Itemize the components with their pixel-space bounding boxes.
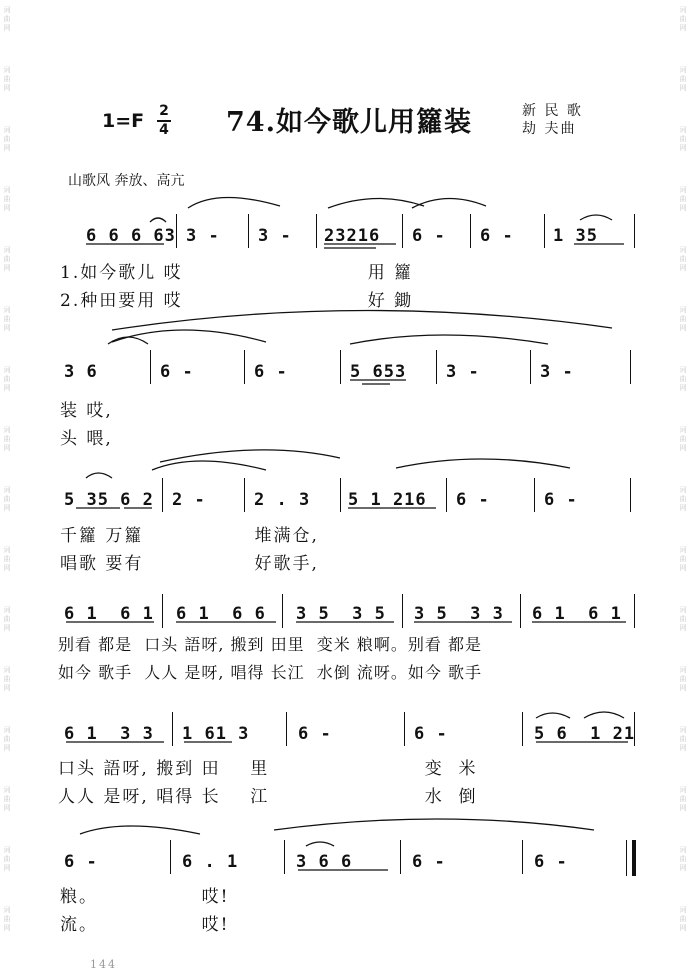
measure-notes: 23216	[324, 226, 381, 246]
watermark-glyph: 网	[679, 24, 687, 32]
tempo-marking: 山歌风 奔放、高亢	[68, 173, 185, 189]
watermark-glyph: 网	[679, 204, 687, 212]
measure-notes: 6 -	[544, 490, 578, 510]
watermark-glyph: 词	[679, 66, 687, 74]
watermark-glyph: 网	[679, 264, 687, 272]
measure-notes: 6 -	[254, 362, 288, 382]
watermark-glyph: 词	[679, 246, 687, 254]
watermark-glyph: 曲	[679, 135, 687, 143]
key-signature: 1=F	[102, 110, 145, 132]
watermark-glyph: 词	[679, 366, 687, 374]
watermark-glyph: 网	[679, 564, 687, 572]
slur-arc	[108, 337, 148, 344]
watermark-glyph: 网	[3, 684, 11, 692]
watermark-glyph: 曲	[3, 315, 11, 323]
lyrics-verse-1: 千籮 万籮 堆满仓,	[60, 526, 319, 546]
watermark-glyph: 网	[3, 804, 11, 812]
watermark-glyph: 曲	[3, 675, 11, 683]
watermark-glyph: 曲	[3, 495, 11, 503]
watermark-glyph: 网	[3, 444, 11, 452]
watermark-glyph: 网	[3, 924, 11, 932]
long-slur-arc	[112, 310, 612, 330]
measure-notes: 2 . 3	[254, 490, 311, 510]
tie-arc	[274, 819, 594, 830]
watermark-glyph: 曲	[679, 435, 687, 443]
watermark-glyph: 词	[3, 846, 11, 854]
watermark-glyph: 网	[3, 144, 11, 152]
tie-arc	[112, 330, 266, 342]
measure-notes: 6 -	[64, 852, 98, 872]
watermark-glyph: 网	[3, 864, 11, 872]
watermark-glyph: 曲	[679, 735, 687, 743]
watermark-glyph: 词	[3, 906, 11, 914]
measure-notes: 1 35	[553, 226, 598, 246]
slur-arc	[580, 215, 612, 220]
watermark-glyph: 词	[679, 306, 687, 314]
watermark-glyph: 词	[679, 906, 687, 914]
measure-notes: 6 -	[412, 852, 446, 872]
measure-notes: 1 61 3	[182, 724, 250, 744]
watermark-glyph: 词	[3, 126, 11, 134]
watermark-glyph: 网	[679, 144, 687, 152]
watermark-glyph: 词	[679, 666, 687, 674]
watermark-glyph: 网	[3, 744, 11, 752]
watermark-glyph: 词	[679, 6, 687, 14]
lyrics-verse-1: 别看 都是 口头 語呀, 搬到 田里 变米 粮啊。别看 都是	[58, 635, 482, 654]
lyrics-verse-1: 粮。 哎!	[60, 887, 230, 907]
watermark-glyph: 曲	[3, 435, 11, 443]
slur-arc	[306, 842, 334, 846]
slur-arc	[150, 218, 166, 222]
tie-arc	[188, 197, 280, 208]
measure-notes: 6 -	[298, 724, 332, 744]
watermark-glyph: 词	[679, 846, 687, 854]
watermark-glyph: 词	[3, 186, 11, 194]
watermark-glyph: 词	[3, 66, 11, 74]
slur-arc	[536, 713, 570, 718]
watermark-glyph: 网	[679, 804, 687, 812]
lyrics-verse-2: 流。 哎!	[60, 915, 230, 935]
watermark-glyph: 网	[3, 264, 11, 272]
watermark-glyph: 词	[3, 786, 11, 794]
measure-notes: 5 35 6 2	[64, 490, 154, 510]
measure-notes: 6 -	[412, 226, 446, 246]
watermark-glyph: 曲	[679, 615, 687, 623]
measure-notes: 6 1 3 3	[64, 724, 154, 744]
measure-notes: 3 6 6	[296, 852, 353, 872]
lyrics-verse-2: 唱歌 要有 好歌手,	[60, 554, 319, 574]
watermark-glyph: 网	[679, 684, 687, 692]
watermark-glyph: 网	[3, 24, 11, 32]
watermark-glyph: 网	[679, 744, 687, 752]
measure-notes: 6 -	[414, 724, 448, 744]
watermark-glyph: 词	[3, 306, 11, 314]
watermark-glyph: 词	[679, 486, 687, 494]
watermark-glyph: 网	[3, 84, 11, 92]
watermark-glyph: 网	[679, 504, 687, 512]
watermark-glyph: 词	[3, 246, 11, 254]
measure-notes: 6 1 6 1	[532, 604, 622, 624]
watermark-glyph: 网	[679, 384, 687, 392]
watermark-glyph: 网	[3, 624, 11, 632]
measure-notes: 6 -	[160, 362, 194, 382]
measure-notes: 5 653	[350, 362, 407, 382]
measure-notes: 6 . 1	[182, 852, 239, 872]
watermark-glyph: 曲	[679, 555, 687, 563]
watermark-glyph: 词	[3, 366, 11, 374]
measure-notes: 2 -	[172, 490, 206, 510]
watermark-glyph: 词	[679, 126, 687, 134]
credit-lyrics: 新 民 歌	[522, 103, 583, 119]
lyrics-verse-2: 人人 是呀, 唱得 长 江 水 倒	[58, 787, 478, 807]
watermark-glyph: 曲	[679, 15, 687, 23]
watermark-glyph: 曲	[3, 255, 11, 263]
measure-notes: 5 6 1 21	[534, 724, 636, 744]
lyrics-verse-2: 头 喂,	[60, 429, 113, 449]
meter-bottom: 4	[159, 122, 169, 138]
measure-notes: 3 -	[446, 362, 480, 382]
credit-composer: 劫 夫曲	[522, 121, 577, 137]
watermark-glyph: 网	[3, 204, 11, 212]
measure-notes: 6 -	[456, 490, 490, 510]
watermark-glyph: 曲	[3, 375, 11, 383]
meter-top: 2	[159, 103, 169, 119]
watermark-glyph: 词	[679, 426, 687, 434]
watermark-glyph: 词	[679, 786, 687, 794]
watermark-glyph: 网	[679, 924, 687, 932]
tie-arc	[412, 198, 486, 208]
measure-notes: 3 6	[64, 362, 98, 382]
watermark-glyph: 网	[679, 624, 687, 632]
watermark-glyph: 曲	[679, 75, 687, 83]
watermark-glyph: 网	[679, 84, 687, 92]
watermark-glyph: 曲	[679, 495, 687, 503]
measure-notes: 3 -	[258, 226, 292, 246]
watermark-glyph: 词	[3, 486, 11, 494]
watermark-glyph: 词	[3, 546, 11, 554]
slur-arc	[86, 473, 112, 478]
watermark-glyph: 曲	[3, 915, 11, 923]
lyrics-verse-2: 2.种田要用 哎 好 鋤	[60, 291, 414, 311]
watermark-glyph: 曲	[3, 855, 11, 863]
watermark-glyph: 词	[3, 426, 11, 434]
watermark-glyph: 曲	[3, 75, 11, 83]
watermark-glyph: 曲	[679, 255, 687, 263]
long-slur-arc	[160, 450, 340, 462]
watermark-glyph: 词	[679, 606, 687, 614]
watermark-glyph: 网	[679, 444, 687, 452]
watermark-glyph: 曲	[679, 915, 687, 923]
tie-arc	[328, 198, 424, 208]
measure-notes: 3 5 3 5	[296, 604, 386, 624]
tie-arc	[396, 459, 570, 468]
watermark-glyph: 词	[679, 726, 687, 734]
lyrics-verse-1: 1.如今歌儿 哎 用 籮	[60, 263, 414, 283]
watermark-glyph: 曲	[3, 555, 11, 563]
lyrics-verse-2: 如今 歌手 人人 是呀, 唱得 长江 水倒 流呀。如今 歌手	[58, 663, 482, 682]
watermark-glyph: 词	[3, 726, 11, 734]
watermark-glyph: 曲	[3, 735, 11, 743]
measure-notes: 6 1 6 6	[176, 604, 266, 624]
watermark-glyph: 网	[3, 564, 11, 572]
watermark-glyph: 词	[679, 186, 687, 194]
watermark-glyph: 曲	[679, 315, 687, 323]
watermark-glyph: 曲	[679, 375, 687, 383]
watermark-glyph: 词	[3, 666, 11, 674]
measure-notes: 6 6 6 63	[86, 226, 176, 246]
page-number: 144	[90, 958, 117, 971]
watermark-glyph: 曲	[679, 675, 687, 683]
watermark-glyph: 曲	[3, 135, 11, 143]
watermark-glyph: 词	[3, 6, 11, 14]
tie-arc	[350, 335, 548, 344]
watermark-glyph: 网	[679, 864, 687, 872]
watermark-glyph: 曲	[679, 795, 687, 803]
watermark-glyph: 曲	[679, 855, 687, 863]
watermark-glyph: 网	[3, 504, 11, 512]
watermark-glyph: 曲	[3, 195, 11, 203]
watermark-glyph: 网	[3, 384, 11, 392]
lyrics-verse-1: 口头 語呀, 搬到 田 里 变 米	[58, 759, 478, 779]
song-title: 74.如今歌儿用籮装	[226, 107, 472, 138]
watermark-glyph: 词	[679, 546, 687, 554]
tie-arc	[80, 826, 200, 834]
watermark-glyph: 词	[3, 606, 11, 614]
measure-notes: 6 -	[480, 226, 514, 246]
tie-arc	[152, 461, 266, 470]
watermark-glyph: 曲	[3, 615, 11, 623]
measure-notes: 6 -	[534, 852, 568, 872]
watermark-glyph: 曲	[3, 15, 11, 23]
watermark-glyph: 网	[3, 324, 11, 332]
measure-notes: 6 1 6 1	[64, 604, 154, 624]
watermark-glyph: 网	[679, 324, 687, 332]
measure-notes: 3 -	[540, 362, 574, 382]
watermark-glyph: 曲	[3, 795, 11, 803]
slur-arc	[584, 712, 624, 718]
measure-notes: 3 5 3 3	[414, 604, 504, 624]
lyrics-verse-1: 装 哎,	[60, 401, 113, 421]
measure-notes: 3 -	[186, 226, 220, 246]
measure-notes: 5 1 216	[348, 490, 427, 510]
watermark-glyph: 曲	[679, 195, 687, 203]
